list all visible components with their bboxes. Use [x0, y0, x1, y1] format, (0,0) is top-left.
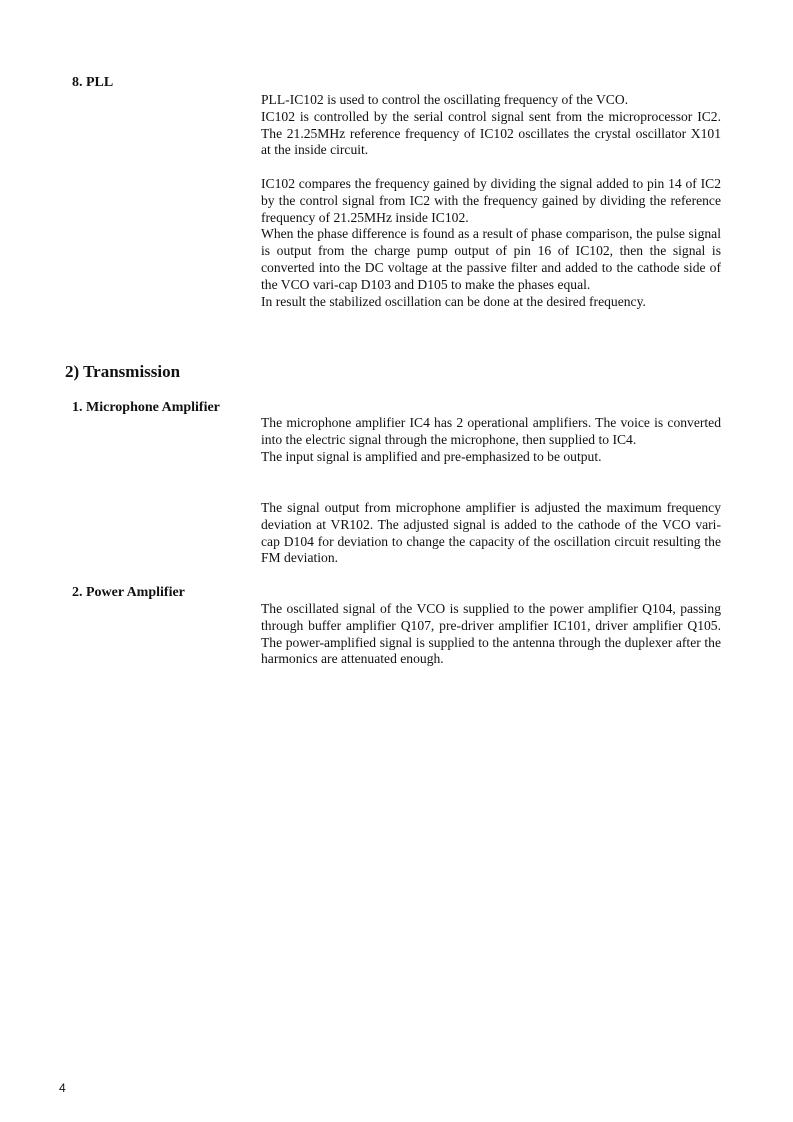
microphone-paragraph-1-line-1: The microphone amplifier IC4 has 2 operational amplifiers. The voice is converted into the electric signal through the microphone, then supplied to IC4.	[261, 415, 721, 447]
microphone-paragraph-2	[261, 500, 721, 567]
transmission-title: 2) Transmission	[65, 362, 181, 381]
pll-paragraph-1-line-2: IC102 is controlled by the serial control signal sent from the microprocessor IC2. The 21.25MHz reference frequency of IC102 oscillates the crystal oscillator X101 at the inside circuit.	[261, 108, 721, 158]
pll-heading: 8. PLL	[72, 75, 114, 90]
microphone-paragraph-1	[261, 415, 721, 465]
microphone-paragraph-1-line-2: The input signal is amplified and pre-emphasized to be output.	[261, 448, 602, 464]
microphone-paragraph-2-line-1: The signal output from microphone amplifier is adjusted the maximum frequency deviation at VR102. The adjusted signal is added to the cathode of the VCO vari-cap D104 for deviation to change the capacity of the oscillation circuit resulting the FM deviation.	[261, 500, 721, 566]
pll-paragraph-2-line-2: When the phase difference is found as a result of phase comparison, the pulse signal is output from the charge pump output of pin 16 of IC102, then the signal is converted into the DC voltage at the passive filter and added to the cathode side of the VCO vari-cap D103 and D105 to make the phases equal.	[261, 226, 721, 292]
pll-paragraph-1-line-1: PLL-IC102 is used to control the oscillating frequency of the VCO.	[261, 92, 629, 107]
power-paragraph-1-line-1: The oscillated signal of the VCO is supplied to the power amplifier Q104, passing through buffer amplifier Q107, pre-driver amplifier IC101, driver amplifier Q105. The power-amplified signal is supplied to the antenna through the duplexer after the harmonics are attenuated enough.	[261, 601, 721, 667]
pll-paragraph-2-line-1: IC102 compares the frequency gained by dividing the signal added to pin 14 of IC2 by the control signal from IC2 with the frequency gained by dividing the reference frequency of 21.25MHz inside IC102.	[261, 176, 721, 225]
microphone-amplifier-heading: 1. Microphone Amplifier	[72, 400, 220, 415]
pll-paragraph-1	[261, 92, 721, 159]
pll-paragraph-2-line-3: In result the stabilized oscillation can be done at the desired frequency.	[261, 293, 646, 309]
page-number: 4	[59, 1081, 66, 1095]
power-paragraph-1	[261, 601, 721, 668]
pll-paragraph-2	[261, 176, 721, 310]
power-amplifier-heading: 2. Power Amplifier	[72, 585, 185, 600]
